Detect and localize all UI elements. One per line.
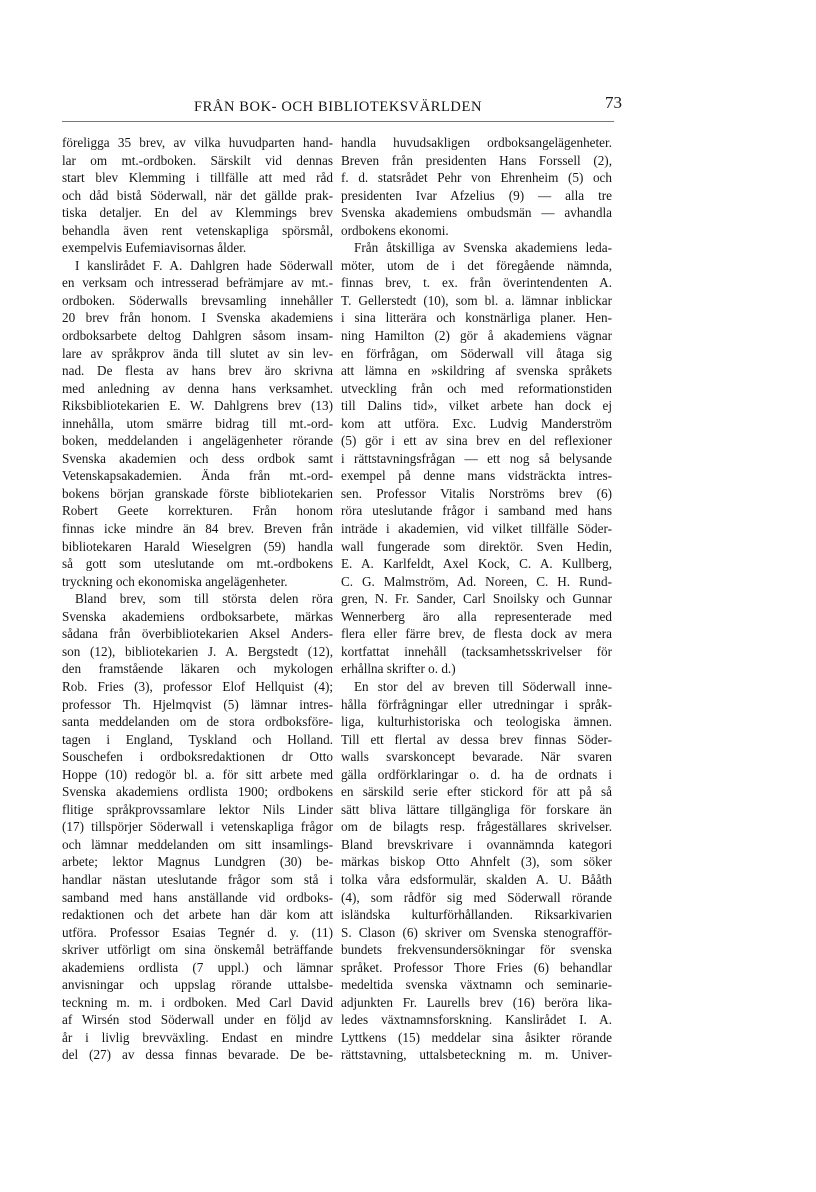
text-line: f. d. statsrådet Pehr von Ehrenheim (5) och (341, 170, 612, 186)
text-line: sätt bliva lättare tillgängliga för forskare än (341, 801, 612, 817)
text-line: liga, kulturhistoriska och teologiska ämnen. (341, 714, 612, 730)
text-line: Robert Geete korrekturen. Från honom (62, 503, 333, 519)
text-line: santa meddelanden om de stora ordboksföre- (62, 714, 333, 730)
left-column (62, 134, 333, 1064)
text-line: föreligga 35 brev, av vilka huvudparten hand- (62, 135, 333, 150)
text-line: isländska kulturförhållanden. Riksarkivarien (341, 907, 612, 923)
text-line: E. A. Karlfeldt, Axel Kock, C. A. Kullberg, (341, 556, 612, 572)
text-line: handla huvudsakligen ordboksangelägenheter. (341, 135, 612, 150)
text-line: innehålla, utom smärre bidrag till mt.-ord- (62, 415, 333, 431)
text-line: del (27) av dessa finnas bevarade. De be- (62, 1047, 333, 1063)
text-line: Vetenskapsakademien. Ända från mt.-ord- (62, 468, 333, 484)
text-line: tolka våra edsformulär, skalden A. U. Bååth (341, 871, 612, 887)
text-line: år i livlig brevväxling. Endast en mindre (62, 1029, 333, 1045)
text-line: arbete; lektor Magnus Lundgren (30) be- (62, 854, 333, 870)
right-column (341, 134, 612, 1064)
text-line: Bland brevskrivare i ovannämnda kategori (341, 836, 612, 852)
text-line: ordboksarbete deltog Dahlgren såsom insam- (62, 328, 333, 344)
text-line: ordbokens ekonomi. (341, 222, 449, 238)
text-line: ledes växtnamnsforskning. Kanslirådet I. A. (341, 1012, 612, 1028)
text-line: inträde i akademien, vid vilket tillfälle Söder- (341, 521, 612, 537)
text-line: till Dalins tid», vilket arbete han dock ej (341, 398, 612, 414)
running-title: FRÅN BOK- OCH BIBLIOTEKSVÄRLDEN (193, 99, 483, 115)
text-line: (17) tillspörjer Söderwall i vetenskapliga frågor (62, 819, 333, 835)
text-line: (5) gör i ett av sina brev en del reflexioner (341, 433, 612, 449)
text-line: en verksam och intresserad befrämjare av mt.- (62, 275, 333, 291)
text-line: sådana från överbibliotekarien Aksel Anders- (62, 626, 333, 642)
text-line: Wennerberg äro alla representerade med (341, 608, 612, 624)
text-line: möter, utom de i det föregående nämnda, (341, 257, 612, 273)
text-line: en förfrågan, om Söderwall vill åtaga sig (341, 345, 612, 361)
text-line: rättstavning, uttalsbeteckning m. m. Univer- (341, 1047, 612, 1063)
text-line: flitige språkprovssamlare lektor Nils Linder (62, 801, 333, 817)
text-line: tiska detaljer. En del av Klemmings brev (62, 205, 333, 221)
text-line: utföra. Professor Esaias Tegnér d. y. (11) (62, 924, 333, 940)
text-line: att lämna en »skildring af svenska språkets (341, 363, 612, 379)
text-line: och dåd bistå Söderwall, när det gällde prak- (62, 187, 333, 203)
text-line: utveckling från och med reformationstiden (341, 380, 612, 396)
text-line: bokens början granskade förste bibliotekarien (62, 485, 333, 501)
text-line: walls svarskoncept bevarade. När svaren (341, 749, 612, 765)
text-line: sen. Professor Vitalis Norströms brev (6) (341, 485, 612, 501)
text-line: son (12), bibliotekarien J. A. Bergstedt (12), (62, 643, 333, 659)
text-line: i rättstavningsfrågan — ett nog så belysande (341, 450, 612, 466)
text-line: Svenska akademiens ombudsmän — avhandla (341, 205, 612, 221)
text-line: ning Hamilton (2) gör å akademiens vägnar (341, 328, 612, 344)
text-line: Bland brev, som till största delen röra (75, 591, 333, 607)
paragraph (341, 134, 612, 239)
text-line: Lyttkens (15) meddelar sina åsikter rörande (341, 1029, 612, 1045)
text-line: lare av språkprov ända till slutet av sin lev- (62, 345, 333, 361)
text-line: T. Gellerstedt (10), som bl. a. lämnar inblickar (341, 292, 612, 308)
text-line: S. Clason (6) skriver om Svenska stenografför- (341, 924, 612, 940)
text-line: Souschefen i ordboksredaktionen dr Otto (62, 749, 333, 765)
text-line: gren, N. Fr. Sander, Carl Snoilsky och Gunnar (341, 591, 612, 607)
paragraph (62, 257, 333, 590)
text-line: i sina litterära och konstnärliga planer. Hen- (341, 310, 612, 326)
text-line: Svenska akademiens ordboksarbete, märkas (62, 608, 333, 624)
text-line: Svenska akademiens ordlista 1900; ordbokens (62, 784, 333, 800)
text-line: med anledning av denna hans verksamhet. (62, 380, 333, 396)
text-line: behandla även rent vetenskapliga spörsmål, (62, 222, 333, 238)
text-line: ordboken. Söderwalls brevsamling innehåller (62, 292, 333, 308)
text-line: presidenten Ivar Afzelius (9) — alla tre (341, 187, 612, 203)
text-line: finnas brev, t. ex. från överintendenten A. (341, 275, 612, 291)
text-line: hålla förfrågningar eller utredningar i språk- (341, 696, 612, 712)
text-line: teckning m. m. i ordboken. Med Carl David (62, 994, 333, 1010)
text-line: Breven från presidenten Hans Forssell (2), (341, 152, 612, 168)
text-line: skriver utförligt om sina önskemål beträffande (62, 942, 333, 958)
text-line: nad. De flesta av hans brev äro skrivna (62, 363, 333, 379)
text-line: I kanslirådet F. A. Dahlgren hade Söderwall (75, 257, 333, 273)
text-line: flera eller färre brev, de flesta dock av mera (341, 626, 612, 642)
text-line: Från åtskilliga av Svenska akademiens leda- (354, 240, 612, 256)
text-line: Till ett flertal av dessa brev finnas Söder- (341, 731, 612, 747)
paragraph (341, 678, 612, 1064)
text-line: start blev Klemming i tillfälle att med råd (62, 170, 333, 186)
text-line: akademiens ordlista (7 uppl.) och lämnar (62, 959, 333, 975)
page-number: 73 (605, 93, 622, 112)
text-line: och lämnar meddelanden om sitt insamlings- (62, 836, 333, 852)
text-line: Svenska akademien och dess ordbok samt (62, 450, 333, 466)
text-line: Rob. Fries (3), professor Elof Hellquist (4); (62, 678, 333, 694)
text-line: professor Th. Hjelmqvist (5) lämnar intres- (62, 696, 333, 712)
text-line: boken, meddelanden i angelägenheter rörande (62, 433, 333, 449)
text-line: gälla ordförklaringar o. d. ha de ordnats i (341, 766, 612, 782)
text-line: så gott som uteslutande om mt.-ordbokens (62, 556, 333, 572)
running-header (62, 93, 622, 119)
paragraph (341, 239, 612, 678)
text-line: finnas icke mindre än 84 brev. Breven från (62, 521, 333, 537)
text-line: anvisningar och uppslag rörande uttalsbe- (62, 977, 333, 993)
text-line: 20 brev från honom. I Svenska akademiens (62, 310, 333, 326)
text-line: kortfattat innehåll (tacksamhetsskrivelser för (341, 643, 612, 659)
text-line: märkas biskop Otto Ahnfelt (3), som söker (341, 854, 612, 870)
text-line: tagen i England, Tyskland och Holland. (62, 731, 333, 747)
text-line: en särskild serie efter stickord för att på så (341, 784, 612, 800)
text-line: af Wirsén stod Söderwall under en följd av (62, 1012, 333, 1028)
text-line: kom att utföra. Exc. Ludvig Manderström (341, 415, 612, 431)
text-line: den framstående läkaren och mykologen (62, 661, 333, 677)
text-line: En stor del av breven till Söderwall inne- (354, 678, 612, 694)
text-line: redaktionen och det arbete han där kom att (62, 907, 333, 923)
text-line: lar om mt.-ordboken. Särskilt vid dennas (62, 152, 333, 168)
text-line: exempel på denne mans vidsträckta intres- (341, 468, 612, 484)
text-line: Riksbibliotekarien E. W. Dahlgrens brev (13) (62, 398, 333, 414)
text-line: C. G. Malmström, Ad. Noreen, C. H. Rund- (341, 573, 612, 589)
text-line: erhållna skrifter o. d.) (341, 661, 456, 677)
paragraph (62, 134, 333, 257)
text-line: medeltida svenska växtnamn och seminarie- (341, 977, 612, 993)
text-line: bibliotekaren Harald Wieselgren (59) handla (62, 538, 333, 554)
text-line: handlar nästan uteslutande frågor som stå i (62, 871, 333, 887)
header-rule (62, 121, 614, 122)
text-line: adjunkten Fr. Laurells brev (16) beröra lika- (341, 994, 612, 1010)
text-line: tryckning och ekonomiska angelägenheter. (62, 573, 288, 589)
text-line: exempelvis Eufemiavisornas ålder. (62, 240, 247, 256)
text-line: samband med hans anställande vid ordboks- (62, 889, 333, 905)
text-line: språket. Professor Thore Fries (6) behandlar (341, 959, 612, 975)
text-line: Hoppe (10) redogör bl. a. för sitt arbete med (62, 766, 333, 782)
text-line: (4), som rådför sig med Söderwall rörande (341, 889, 612, 905)
text-line: om de bilagts resp. frågeställares skrivelser. (341, 819, 612, 835)
text-line: bundets frekvensundersökningar för svenska (341, 942, 612, 958)
paragraph (62, 590, 333, 1064)
text-line: wall fungerade som direktör. Sven Hedin, (341, 538, 612, 554)
text-line: röra uteslutande frågor i samband med hans (341, 503, 612, 519)
